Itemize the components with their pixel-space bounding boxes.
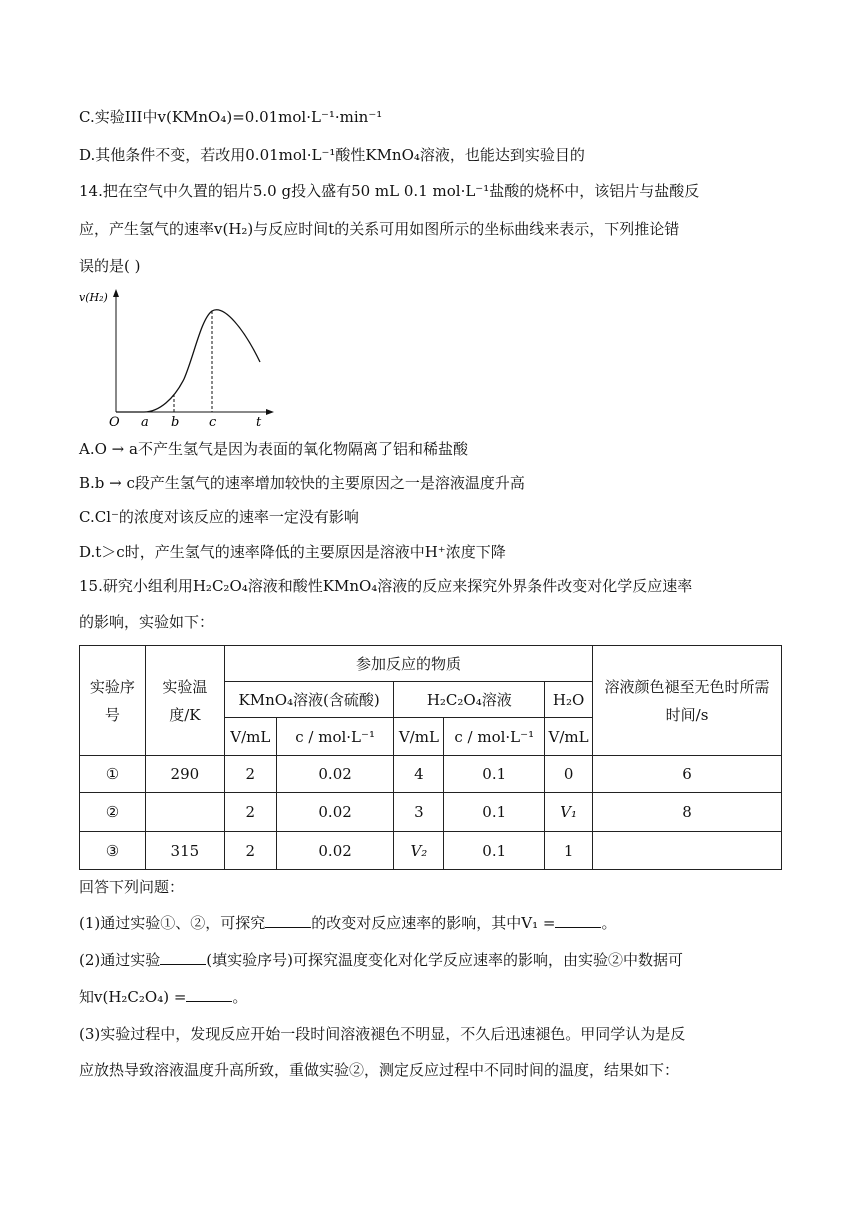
cell: V₁ [545, 793, 593, 832]
cell: 2 [224, 756, 276, 793]
q15-part2-cont: 知v(H₂C₂O₄) = 。 [79, 988, 248, 1006]
header-h2o: H₂O [545, 682, 593, 718]
q13-option-c: C.实验III中v(KMnO₄)=0.01mol·L⁻¹·min⁻¹ [79, 108, 383, 126]
header-time: 溶液颜色褪至无色时所需时间/s [593, 646, 782, 756]
cell: 1 [545, 832, 593, 870]
cell: 4 [394, 756, 444, 793]
q15-part3-line1: (3)实验过程中，发现反应开始一段时间溶液褪色不明显，不久后迅速褪色。甲同学认为是反 [79, 1025, 686, 1043]
experiment-table [79, 645, 782, 870]
origin-label: O [109, 415, 120, 429]
q14-option-c: C.Cl⁻的浓度对该反应的速率一定没有影响 [79, 508, 359, 526]
header-h2c2o4: H₂C₂O₄溶液 [394, 682, 545, 718]
tick-c: c [209, 415, 217, 429]
q14-option-a: A.O → a不产生氢气是因为表面的氧化物隔离了铝和稀盐酸 [79, 440, 468, 458]
q15-stem-line2: 的影响，实验如下： [79, 613, 215, 631]
q15-part1: (1)通过实验①、②，可探究 的改变对反应速率的影响，其中V₁ = 。 [79, 914, 617, 932]
q15-stem-line1: 15.研究小组利用H₂C₂O₄溶液和酸性KMnO₄溶液的反应来探究外界条件改变对化学反应速率 [79, 577, 693, 595]
y-axis-arrow [113, 289, 119, 297]
y-axis-label: v(H₂) [79, 291, 108, 304]
cell: V₂ [394, 832, 444, 870]
x-axis-label: t [256, 415, 262, 429]
q14-option-d: D.t＞c时，产生氢气的速率降低的主要原因是溶液中H⁺浓度下降 [79, 543, 506, 561]
tick-b: b [171, 415, 180, 429]
header-vml: V/mL [394, 718, 444, 756]
header-temp: 实验温度/K [145, 646, 224, 756]
rate-time-graph [79, 284, 279, 429]
answer-blank[interactable] [186, 987, 232, 1002]
q14-stem-line2: 应，产生氢气的速率v(H₂)与反应时间t的关系可用如图所示的坐标曲线来表示，下列推论错 [79, 220, 680, 238]
cell: 3 [394, 793, 444, 832]
header-reactants: 参加反应的物质 [224, 646, 592, 682]
cell: 2 [224, 832, 276, 870]
cell: 6 [593, 756, 782, 793]
header-vml: V/mL [224, 718, 276, 756]
q14-stem-line1: 14.把在空气中久置的铝片5.0 g投入盛有50 mL 0.1 mol·L⁻¹盐酸的烧杯中，该铝片与盐酸反 [79, 182, 700, 200]
header-seq: 实验序号 [80, 646, 146, 756]
cell: 0.02 [276, 832, 394, 870]
header-vml: V/mL [545, 718, 593, 756]
rate-curve [116, 310, 260, 412]
table-row [80, 793, 782, 832]
table-row [80, 832, 782, 870]
answer-blank[interactable] [555, 913, 601, 928]
answer-blank[interactable] [160, 950, 206, 965]
cell: 8 [593, 793, 782, 832]
answer-intro: 回答下列问题： [79, 878, 185, 896]
x-axis-arrow [266, 409, 274, 415]
cell: 290 [145, 756, 224, 793]
cell [145, 793, 224, 832]
cell [593, 832, 782, 870]
cell: 0.02 [276, 793, 394, 832]
cell: 0.1 [444, 756, 545, 793]
header-conc: c / mol·L⁻¹ [444, 718, 545, 756]
cell: 2 [224, 793, 276, 832]
header-conc: c / mol·L⁻¹ [276, 718, 394, 756]
table-row [80, 756, 782, 793]
q15-part2: (2)通过实验 (填实验序号)可探究温度变化对化学反应速率的影响，由实验②中数据可 [79, 951, 683, 969]
cell: 0 [545, 756, 593, 793]
cell: 0.1 [444, 793, 545, 832]
cell: ① [80, 756, 146, 793]
answer-blank[interactable] [265, 913, 311, 928]
cell: ③ [80, 832, 146, 870]
cell: 315 [145, 832, 224, 870]
header-kmno4: KMnO₄溶液(含硫酸) [224, 682, 394, 718]
q14-stem-line3: 误的是( ) [79, 257, 141, 275]
q15-part3-line2: 应放热导致溶液温度升高所致，重做实验②，测定反应过程中不同时间的温度，结果如下： [79, 1061, 680, 1079]
cell: 0.1 [444, 832, 545, 870]
q14-option-b: B.b → c段产生氢气的速率增加较快的主要原因之一是溶液温度升高 [79, 474, 525, 492]
cell: 0.02 [276, 756, 394, 793]
cell: ② [80, 793, 146, 832]
q13-option-d: D.其他条件不变，若改用0.01mol·L⁻¹酸性KMnO₄溶液，也能达到实验目的 [79, 146, 585, 164]
tick-a: a [141, 415, 149, 429]
